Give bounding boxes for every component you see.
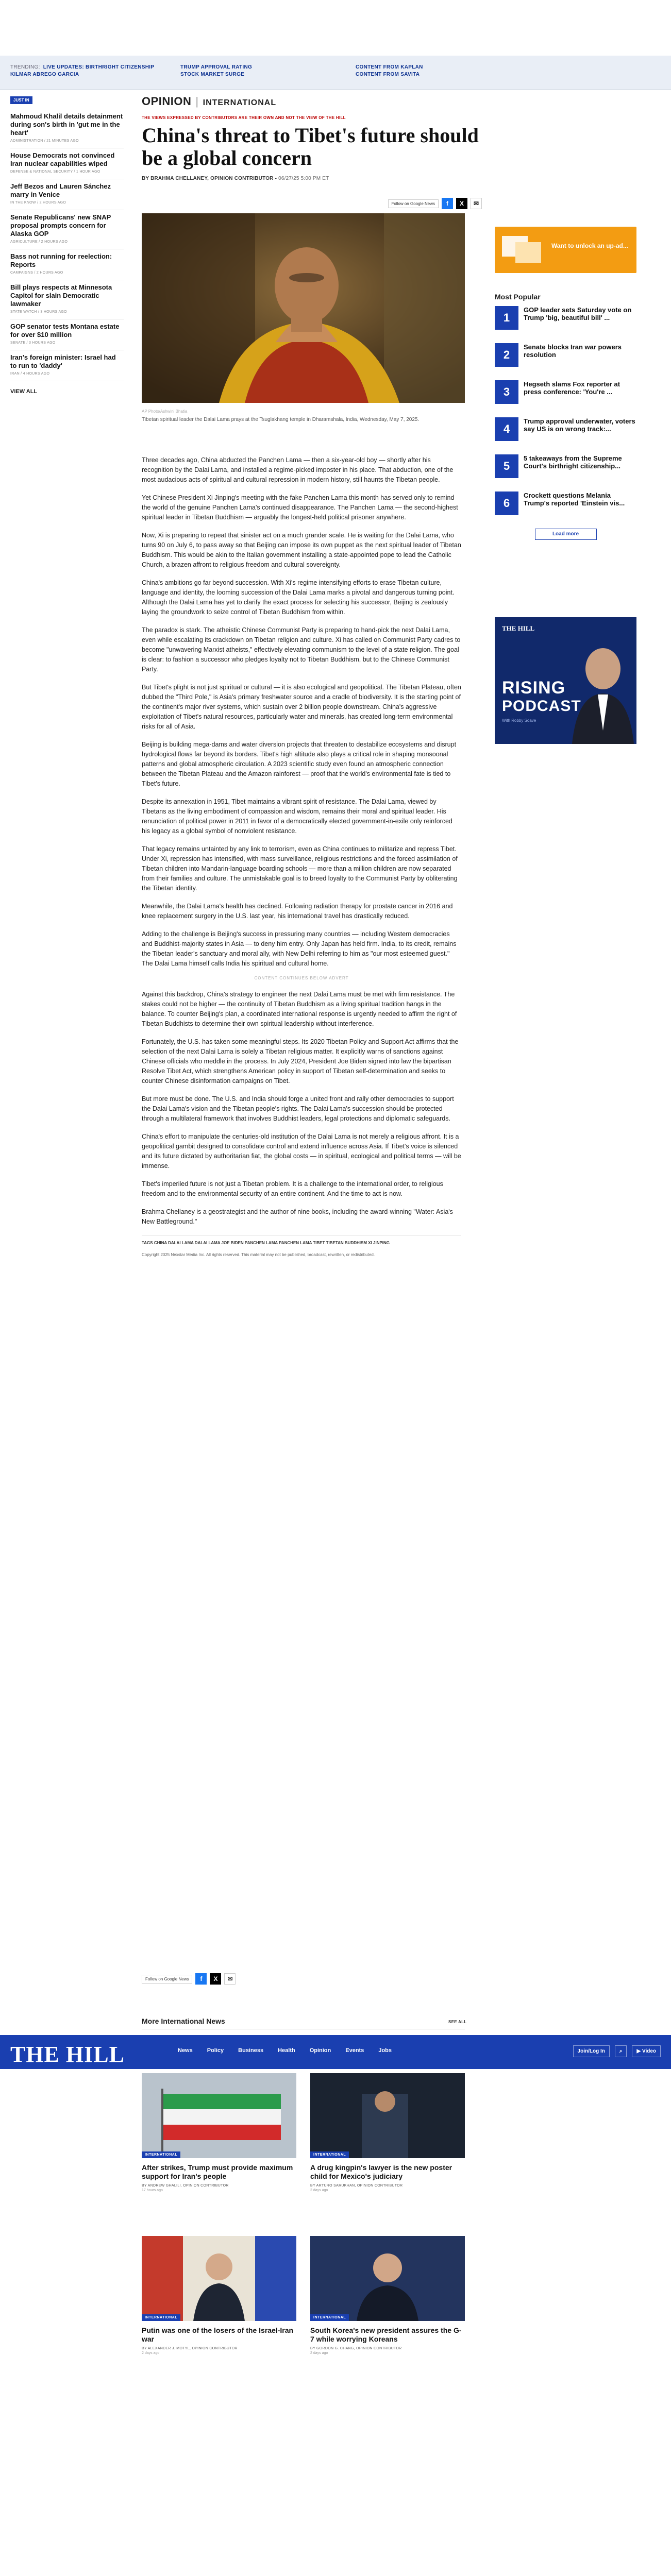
author-link[interactable]: BY BRAHMA CHELLANEY, OPINION CONTRIBUTOR [142,176,274,181]
byline: BY BRAHMA CHELLANEY, OPINION CONTRIBUTOR - 06/27/25 5:00 PM ET [142,176,329,181]
most-popular-title: Crockett questions Melania Trump's reported 'Einstein vis... [524,492,625,507]
most-popular-title: GOP leader sets Saturday vote on Trump 'big, beautiful bill' ... [524,306,632,321]
article-paragraph: Yet Chinese President Xi Jinping's meeting with the fake Panchen Lama this month has served only to remind the world of the genuine Panchen Lama's continued disappearance. The Panchen Lama — the second-highest spiritual leader in Tibetan Buddhism — arguably the longest-held political prisoner anywhere. [142,494,458,521]
publish-date: 06/27/25 5:00 PM ET [278,176,329,181]
article-paragraph: Adding to the challenge is Beijing's success in pressuring many countries — including Western democracies and Buddhist-majority states in Asia — to deny him entry. Only Japan has held firm. India, to its credit, remains the Tibetan leader's sanctuary and moral ally, with New Delhi referring to him as "our most esteemed guest." The Dalai Lama himself calls India his spiritual and cultural home. [142,930,457,967]
article-body [142,455,461,1258]
just-in-meta: AGRICULTURE / 2 HOURS AGO [10,240,68,244]
just-in-item[interactable] [10,148,124,179]
site-logo[interactable]: THE HILL [10,2042,125,2067]
share-bar [388,198,482,209]
podcast-logo: THE HILL [502,624,535,632]
article-paragraph: Fortunately, the U.S. has taken some meaningful steps. Its 2020 Tibetan Policy and Support Act affirms that the selection of the next Dalai Lama is solely a Tibetan religious matter. It explicitly warns of sanctions against Chinese officials who meddle in the process. In July 2024, President Joe Biden signed into law the bipartisan Resolve Tibet Act, which strengthens American policy in support of Tibetan self-determination and seeks to counter Chinese disinformation campaigns on Tibet. [142,1038,459,1084]
just-in-meta: IRAN / 4 HOURS AGO [10,372,50,376]
rank-number: 6 [495,492,518,515]
tags-row[interactable]: TAGS CHINA DALAI LAMA DALAI LAMA JOE BIDEN PANCHEN LAMA PANCHEN LAMA TIBET TIBETAN BUDDHISM XI JINPING [142,1235,461,1247]
card-image [142,2073,296,2158]
card-time: 2 days ago [310,2351,328,2355]
card-byline: BY ARTURO SARUKHAN, OPINION CONTRIBUTOR [310,2184,403,2188]
news-card[interactable] [310,2236,465,2355]
article-headline: China's threat to Tibet's future should be a global concern [142,124,479,170]
card-byline: BY ALEXANDER J. MOTYL, OPINION CONTRIBUTOR [142,2347,238,2350]
most-popular-item[interactable] [495,454,636,484]
card-title: Putin was one of the losers of the Israel-Iran war [142,2326,294,2343]
trending-link[interactable]: KILMAR ABREGO GARCIA [10,72,79,77]
photo-credit: AP Photo/Ashwini Bhatia [142,409,188,414]
most-popular-item[interactable] [495,306,636,336]
opinion-disclaimer: THE VIEWS EXPRESSED BY CONTRIBUTORS ARE THEIR OWN AND NOT THE VIEW OF THE HILL [142,115,346,120]
article-paragraph: Beijing is building mega-dams and water diversion projects that threaten to destabilize ecosystems and disrupt hydrological flows far beyond its borders. Tibet's high altitude also plays a critical role in shaping monsoonal patterns and global atmospheric circulation. A 2023 scientific study even found an atmospheric connection between the Tibetan Plateau and the Amazon rainforest — proof that the world's environmental fate is tied to Tibet's future. [142,741,457,787]
article-paragraph: Tibet's imperiled future is not just a Tibetan problem. It is a challenge to the international order, to religious freedom and to the environmental security of an entire continent. And the time to act is now. [142,1180,443,1197]
rank-number: 1 [495,306,518,330]
site-navbar [0,2035,671,2069]
card-image [310,2073,465,2158]
article-paragraph: That legacy remains untainted by any link to terrorism, even as China continues to militarize and repress Tibet. Under Xi, repression has intensified, with mass surveillance, religious restrictions and the forced assimilation of Tibetan children into Mandarin-language boarding schools — more than a million children are now separated from their families and culture. The unmistakable goal is to breed loyalty to the Communist Party by obliterating the Tibetan identity. [142,845,458,892]
most-popular-title: 5 takeaways from the Supreme Court's birthright citizenship... [524,454,622,470]
article-paragraph: But more must be done. The U.S. and India should forge a united front and rally other democracies to support the Dalai Lama's vision and the Tibetan people's rights. The Dalai Lama's succession should be protected through a multilateral framework that involves Buddhist leaders, legal protections and diplomatic safeguards. [142,1095,454,1122]
email-share-icon[interactable]: ✉ [471,198,482,209]
iran-flag-photo [142,2073,296,2158]
nav-link-jobs[interactable]: Jobs [378,2047,392,2054]
just-in-column [10,95,124,395]
nav-links [178,2047,392,2054]
courtroom-photo [310,2073,465,2158]
putin-photo [142,2236,296,2321]
x-share-icon[interactable]: X [210,1973,221,1985]
just-in-item[interactable] [10,280,124,319]
rank-number: 4 [495,417,518,441]
nav-link-business[interactable]: Business [238,2047,264,2054]
just-in-meta: CAMPAIGNS / 2 HOURS AGO [10,271,63,275]
just-in-title: Bill plays respects at Minnesota Capitol for slain Democratic lawmaker [10,283,112,308]
hero-image [142,213,465,403]
promo-cards-icon [500,232,546,268]
nav-link-opinion[interactable]: Opinion [309,2047,331,2054]
article-paragraph: Now, Xi is preparing to repeat that sinister act on a much grander scale. He is waiting for the Dalai Lama, who turns 90 on July 6, to pass away so that Beijing can impose its own puppet as the next spiritual leader of Tibetan Buddhism. This would be akin to the Italian government installing a state-appointed pope to lead the Catholic Church, a brazen affront to religious freedom and cultural sovereignty. [142,532,461,568]
rank-number: 5 [495,454,518,478]
just-in-title: Bass not running for reelection: Reports [10,252,112,268]
trending-link[interactable]: CONTENT FROM KAPLAN [356,64,423,70]
news-card[interactable] [310,2073,465,2192]
dalai-lama-photo [142,213,465,403]
most-popular [495,293,636,540]
most-popular-item[interactable] [495,343,636,373]
article-paragraph: Despite its annexation in 1951, Tibet maintains a vibrant spirit of resistance. The Dalai Lama, viewed by Tibetans as the living embodiment of compassion and wisdom, remains their moral and spiritual leader. His renunciation of political power in 2011 in favor of a democratically elected government-in-exile only reinforced his legacy as a global symbol of nonviolent resistance. [142,798,452,835]
most-popular-item[interactable] [495,380,636,410]
card-badge: INTERNATIONAL [310,2314,349,2321]
nav-link-policy[interactable]: Policy [207,2047,224,2054]
rank-number: 2 [495,343,518,367]
google-news-button[interactable]: Follow on Google News [142,1975,192,1984]
card-badge: INTERNATIONAL [310,2151,349,2158]
card-badge: INTERNATIONAL [142,2314,180,2321]
most-popular-title: Trump approval underwater, voters say US is on wrong track:... [524,417,635,433]
just-in-title: GOP senator tests Montana estate for over $10 million [10,323,120,338]
nav-link-events[interactable]: Events [345,2047,364,2054]
x-share-icon[interactable]: X [456,198,467,209]
card-byline: BY GORDON G. CHANG, OPINION CONTRIBUTOR [310,2347,402,2350]
just-in-meta: SENATE / 3 HOURS AGO [10,341,56,345]
card-title: South Korea's new president assures the G-7 while worrying Koreans [310,2326,462,2343]
copyright-notice: Copyright 2025 Nexstar Media Inc. All rights reserved. This material may not be published, broadcast, rewritten, or redistributed. [142,1252,375,1257]
just-in-item[interactable] [10,210,124,249]
most-popular-heading: Most Popular [495,293,541,301]
card-title: After strikes, Trump must provide maximum support for Iran's people [142,2163,293,2180]
just-in-item[interactable] [10,319,124,350]
podcast-word: PODCAST [502,698,581,715]
just-in-meta: IN THE KNOW / 2 HOURS AGO [10,201,66,205]
article-main [142,95,482,1257]
trending-column-2 [180,64,252,78]
podcast-subtitle: With Robby Soave [502,718,536,723]
just-in-meta: ADMINISTRATION / 21 MINUTES AGO [10,139,79,143]
card-byline: BY ANDREW GHALILI, OPINION CONTRIBUTOR [142,2184,229,2188]
most-popular-title: Hegseth slams Fox reporter at press conference: 'You're ... [524,380,620,396]
breadcrumb-international[interactable]: INTERNATIONAL [203,98,277,107]
article-paragraph: Meanwhile, the Dalai Lama's health has declined. Following radiation therapy for prostate cancer in 2016 and knee replacement surgery in the U.S. last year, his international travel has drastically reduced. [142,903,453,920]
just-in-meta: STATE WATCH / 3 HOURS AGO [10,310,67,314]
just-in-title: Jeff Bezos and Lauren Sánchez marry in Venice [10,182,111,198]
email-share-icon[interactable]: ✉ [224,1973,236,1985]
card-title: A drug kingpin's lawyer is the new poster child for Mexico's judiciary [310,2163,452,2180]
card-time: 2 days ago [310,2189,328,2192]
most-popular-item[interactable] [495,492,636,521]
card-badge: INTERNATIONAL [142,2151,180,2158]
just-in-pill: JUST IN [10,96,32,104]
just-in-title: Mahmoud Khalil details detainment during son's birth in 'gut me in the heart' [10,112,123,137]
breadcrumb-opinion[interactable]: OPINION [142,95,192,108]
just-in-meta: DEFENSE & NATIONAL SECURITY / 1 HOUR AGO [10,170,100,174]
play-icon: ▶ [636,2048,641,2054]
rank-number: 3 [495,380,518,404]
breadcrumb [142,95,482,108]
news-card[interactable] [142,2236,296,2355]
advert-label: CONTENT CONTINUES BELOW ADVERT [254,976,349,980]
article-paragraph: Brahma Chellaney is a geostrategist and the author of nine books, including the award-winning "Water: Asia's New Battleground." [142,1208,453,1225]
trending-bar [0,56,671,90]
nav-link-health[interactable]: Health [278,2047,295,2054]
facebook-share-icon[interactable]: f [195,1973,207,1985]
just-in-title: House Democrats not convinced Iran nuclear capabilities wiped [10,151,115,167]
login-button[interactable]: Join/Log In [573,2045,610,2057]
just-in-item[interactable] [10,249,124,280]
photo-caption: AP Photo/Ashwini Bhatia Tibetan spiritual leader the Dalai Lama prays at the Tsuglakhang temple in Dharamshala, India, Wednesday, May 7, 2025. [142,408,465,423]
nav-right [573,2045,661,2057]
article-paragraph: China's effort to manipulate the centuries-old institution of the Dalai Lama is not merely a religious affront. It is a geopolitical gambit designed to consolidate control and extend influence across Asia. If Tibet's voice is silenced and its future dictated by authoritarian fiat, the global costs — in spiritual, ecological and political terms — will be immense. [142,1133,461,1170]
news-card[interactable] [142,2073,296,2192]
article-paragraph: But Tibet's plight is not just spiritual or cultural — it is also ecological and geopolitical. The Tibetan Plateau, often dubbed the "Third Pole," is Asia's primary freshwater source and a cradle of biodiversity. It is the starting point of the continent's major river systems, which sustain over 2 billion people downstream. China's aggressive exploitation of Tibet's natural resources, particularly water and minerals, has created long-term environmental risks for all of Asia. [142,684,461,730]
most-popular-title: Senate blocks Iran war powers resolution [524,343,622,359]
view-all-link[interactable]: VIEW ALL [10,388,38,395]
card-image [310,2236,465,2321]
google-news-button[interactable]: Follow on Google News [388,199,439,208]
rising-podcast-ad[interactable] [495,617,636,744]
trending-link[interactable]: TRUMP APPROVAL RATING [180,64,253,70]
just-in-title: Iran's foreign minister: Israel had to run to 'daddy' [10,353,116,369]
trending-link[interactable]: STOCK MARKET SURGE [180,72,245,77]
more-international-heading: More International News [142,2017,225,2025]
article-paragraph: The paradox is stark. The atheistic Chinese Communist Party is preparing to hand-pick the next Dalai Lama, even while escalating its crackdown on Tibetan religion and culture. Xi has called on Communist Party cadres to become "unwavering Marxist atheists," effectively elevating communism to the level of a state religion. The goal is clear: to fashion a successor who pledges loyalty not to Tibetan Buddhism, but to the Chinese Communist Party. [142,626,461,673]
article-paragraph: China's ambitions go far beyond succession. With Xi's regime intensifying efforts to erase Tibetan culture, language and identity, the looming succession of the Dalai Lama marks a pivotal and dangerous turning point. Although the Dalai Lama has yet to clarify the exact process for selecting his successor, Beijing is zealously laying the groundwork to seize control of Tibetan Buddhism from within. [142,579,455,616]
breadcrumb-separator: | [195,95,199,108]
card-time: 2 days ago [142,2351,160,2355]
trending-column-3 [356,64,423,78]
load-more-button[interactable]: Load more [535,529,597,540]
article-paragraph: Three decades ago, China abducted the Panchen Lama — then a six-year-old boy — shortly after his recognition by the Dalai Lama, and installed a regime-picked imposter in his place. That abduction, one of the most audacious acts of spiritual and cultural repression in modern history, still haunts the Tibetan people. [142,456,454,483]
card-image [142,2236,296,2321]
just-in-item[interactable] [10,109,124,148]
article-paragraph: Against this backdrop, China's strategy to engineer the next Dalai Lama must be met with firm resistance. The stakes could not be higher — the continuity of Tibetan Buddhism as a living spiritual tradition hangs in the balance. To counter Beijing's plan, a coordinated international response is urgently needed to affirm the right of Tibetan Buddhists to determine their own spiritual leadership without interference. [142,991,457,1027]
see-all-link[interactable]: SEE ALL [448,2020,467,2024]
podcast-rising: RISING [502,678,566,698]
facebook-share-icon[interactable]: f [442,198,453,209]
most-popular-item[interactable] [495,417,636,447]
search-icon[interactable]: ⌕ [615,2045,627,2057]
just-in-title: Senate Republicans' new SNAP proposal prompts concern for Alaska GOP [10,213,111,238]
just-in-item[interactable] [10,350,124,381]
promo-banner[interactable] [495,227,636,273]
trending-column-1 [10,64,154,78]
card-time: 17 hours ago [142,2189,163,2192]
trending-link[interactable]: CONTENT FROM SAVITA [356,72,420,77]
korea-president-photo [310,2236,465,2321]
trending-link[interactable]: TRENDING: LIVE UPDATES: BIRTHRIGHT CITIZENSHIP [10,64,155,70]
just-in-item[interactable] [10,179,124,210]
video-button[interactable]: ▶ Video [632,2045,661,2057]
share-bar-bottom [142,1973,236,1985]
promo-text: Want to unlock an up-ad... [551,242,628,249]
nav-link-news[interactable]: News [178,2047,193,2054]
podcast-host-photo [572,638,634,744]
